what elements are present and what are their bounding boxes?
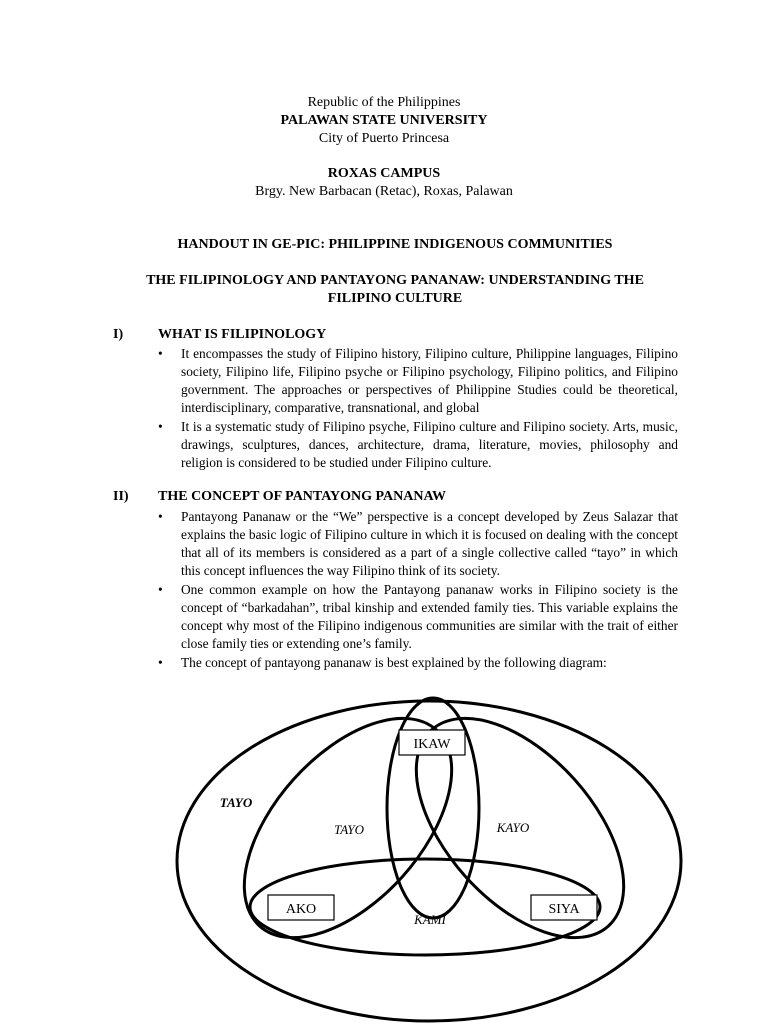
region-kayo-label: KAYO	[496, 820, 530, 835]
siya-label: SIYA	[548, 902, 580, 917]
campus-header	[0, 165, 768, 201]
campus-name: ROXAS CAMPUS	[327, 166, 441, 181]
bullet-text: The concept of pantayong pananaw is best explained by the following diagram:	[181, 655, 607, 670]
bullet-text: One common example on how the Pantayong pananaw works in Filipino society is the concept of “barkadahan”, tribal kinship and extended family ties. This variable explains the concept why most of the Filipino indigenous communities are similar with the trait of either close family ties or extending one’s family.	[181, 582, 678, 651]
university-name: PALAWAN STATE UNIVERSITY	[280, 113, 488, 128]
list-item: • It encompasses the study of Filipino history, Filipino culture, Philippine languages, Filipino society, Filipino life, Filipino psyche or Filipino psychology, Filipino politics, and Filipino government. The approaches or perspectives of Philippine Studies could be theoretical, interdisciplinary, comparative, transnational, and global	[158, 346, 678, 415]
city-line: City of Puerto Princesa	[318, 131, 450, 146]
list-item: • It is a systematic study of Filipino psyche, Filipino culture and Filipino society. Arts, music, drawings, sculptures, dances, architecture, drama, literature, movies, philosophy and religion is considered to be studied under Filipino culture.	[158, 419, 678, 470]
section-2-title: THE CONCEPT OF PANTAYONG PANANAW	[158, 489, 447, 504]
list-item: • The concept of pantayong pananaw is best explained by the following diagram:	[158, 655, 607, 670]
ako-label: AKO	[285, 902, 317, 917]
document-header	[0, 94, 768, 148]
region-tayo-label: TAYO	[333, 822, 365, 837]
handout-title: HANDOUT IN GE-PIC: PHILIPPINE INDIGENOUS COMMUNITIES	[177, 237, 613, 252]
bullet-text: It is a systematic study of Filipino psyche, Filipino culture and Filipino society. Arts, music, drawings, sculptures, dances, architecture, drama, literature, movies, philosophy and religion is considered to be studied under Filipino culture.	[181, 419, 678, 470]
main-title-line1: THE FILIPINOLOGY AND PANTAYONG PANANAW: UNDERSTANDING THE	[146, 273, 644, 288]
main-title-line2: FILIPINO CULTURE	[327, 291, 463, 306]
section-1-title: WHAT IS FILIPINOLOGY	[158, 327, 327, 342]
region-kami-label: KAMI	[414, 912, 446, 927]
section-1-bullets	[158, 345, 678, 472]
section-2-number: II)	[113, 489, 129, 504]
list-item: • Pantayong Pananaw or the “We” perspective is a concept developed by Zeus Salazar that explains the basic logic of Filipino culture in which it is focused on dealing with the concept that all of its members is considered as a part of a single collective called “tayo” in which this concept influences the way Filipino think of its society.	[158, 509, 678, 578]
outer-tayo-label: TAYO	[219, 795, 253, 810]
bullet-text: It encompasses the study of Filipino history, Filipino culture, Philippine languages, Filipino society, Filipino life, Filipino psyche or Filipino psychology, Filipino politics, and Filipino government. The approaches or perspectives of Philippine Studies could be theoretical, interdisciplinary, comparative, transnational, and global	[181, 346, 678, 415]
section-2-bullets	[158, 508, 678, 672]
pantayong-pananaw-diagram	[0, 695, 768, 1024]
section-1-number: I)	[113, 327, 124, 342]
campus-address: Brgy. New Barbacan (Retac), Roxas, Palawan	[255, 184, 513, 199]
list-item: • One common example on how the Pantayong pananaw works in Filipino society is the concept of “barkadahan”, tribal kinship and extended family ties. This variable explains the concept why most of the Filipino indigenous communities are similar with the trait of either close family ties or extending one’s family.	[158, 582, 678, 651]
ikaw-label: IKAW	[413, 737, 451, 752]
republic-line: Republic of the Philippines	[307, 95, 461, 110]
bullet-text: Pantayong Pananaw or the “We” perspective is a concept developed by Zeus Salazar that explains the basic logic of Filipino culture in which it is focused on dealing with the concept that all of its members is considered as a part of a single collective called “tayo” in which this concept influences the way Filipino think of its society.	[181, 509, 678, 578]
